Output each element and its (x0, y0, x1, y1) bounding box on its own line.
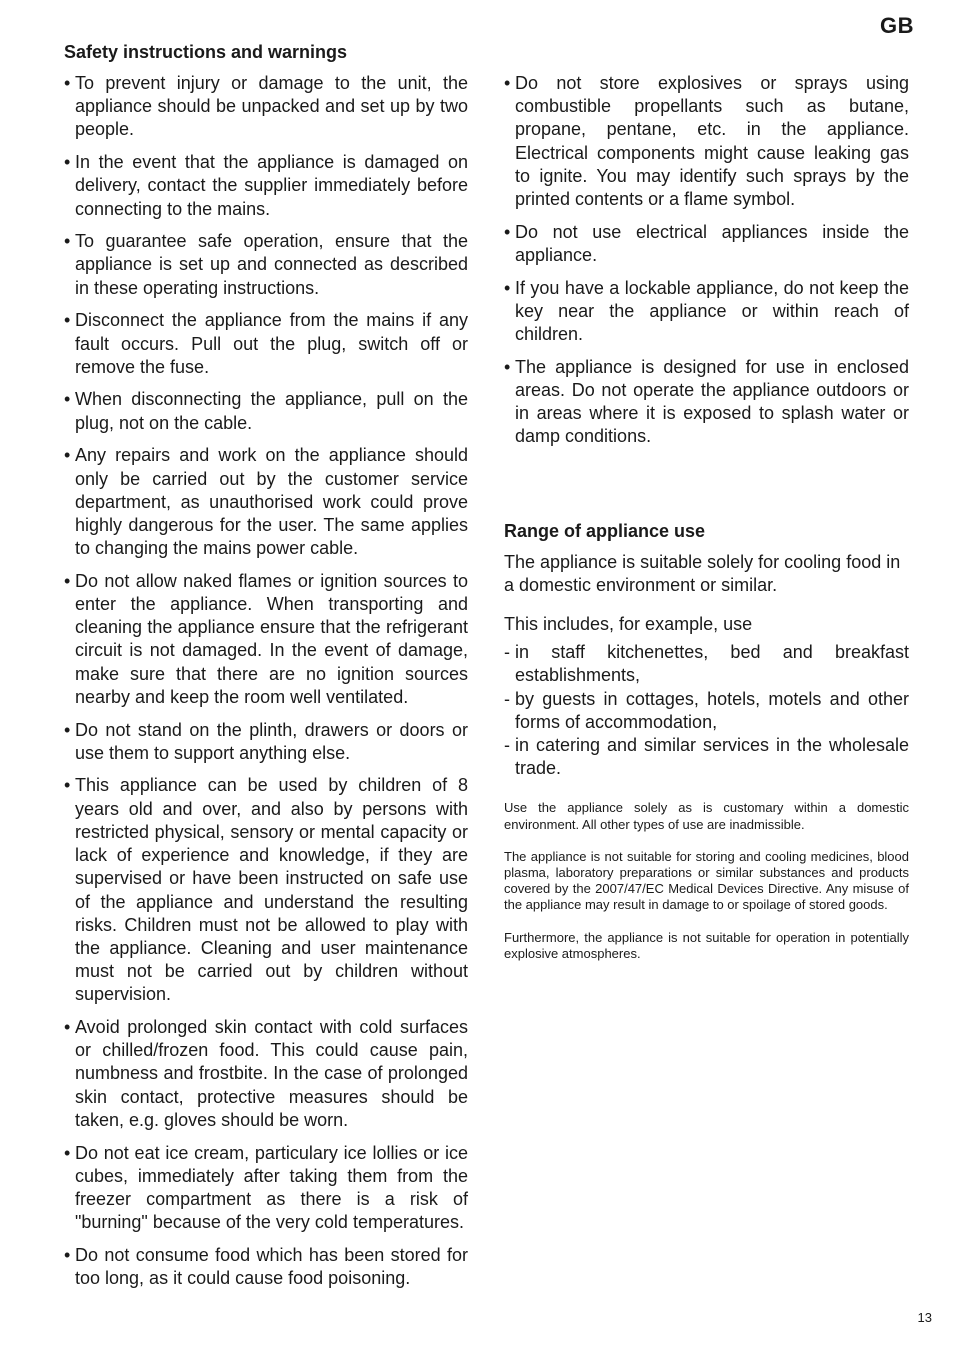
left-column (64, 40, 468, 1300)
bullet-item: • To prevent injury or damage to the unit, the appliance should be unpacked and set up by two people. (64, 72, 468, 142)
bullet-item: • The appliance is designed for use in enclosed areas. Do not operate the appliance outdoors or in areas where it is exposed to splash water or damp conditions. (504, 356, 909, 449)
section-heading-range: Range of appliance use (504, 520, 706, 541)
bullet-item: • Do not stand on the plinth, drawers or doors or use them to support anything else. (64, 719, 468, 765)
safety-bullet-list-continued (504, 72, 909, 449)
safety-bullet-list (64, 72, 468, 1290)
bullet-item: • Do not eat ice cream, particulary ice lollies or ice cubes, immediately after taking them from the freezer compartment as there is a risk of "burning" because of the very cold temperatures. (64, 1142, 468, 1235)
bullet-item: • Disconnect the appliance from the mains if any fault occurs. Pull out the plug, switch off or remove the fuse. (64, 309, 468, 379)
bullet-item: • Do not store explosives or sprays using combustible propellants such as butane, propane, pentane, etc. in the appliance. Electrical components might cause leaking gas to ignite. You may identify such sprays by the printed contents or a flame symbol. (504, 72, 909, 211)
bullet-item: • This appliance can be used by children of 8 years old and over, and also by persons with restricted physical, sensory or mental capacity or lack of experience and knowledge, if they are supervised or have been instructed on safe use of the appliance and understand the resulting risks. Children must not be allowed to play with the appliance. Cleaning and user maintenance must not be carried out by children without supervision. (64, 774, 468, 1006)
use-case-item: - by guests in cottages, hotels, motels and other forms of accommodation, (504, 688, 909, 734)
language-label: GB (880, 13, 914, 38)
page-number: 13 (917, 1310, 932, 1325)
range-of-use-section (504, 519, 909, 962)
right-column (504, 40, 909, 962)
use-case-item: - in catering and similar services in the wholesale trade. (504, 734, 909, 780)
range-paragraph: The appliance is suitable solely for cooling food in a domestic environment or similar. (504, 551, 901, 595)
range-intro: This includes, for example, use (504, 613, 753, 634)
usage-note: Furthermore, the appliance is not suitable for operation in potentially explosive atmospheres. (504, 929, 909, 961)
bullet-item: • Any repairs and work on the appliance should only be carried out by the customer service department, as unauthorised work could prove highly dangerous for the user. The same applies to changing the mains power cable. (64, 444, 468, 560)
bullet-item: • When disconnecting the appliance, pull on the plug, not on the cable. (64, 388, 468, 434)
bullet-item: • Avoid prolonged skin contact with cold surfaces or chilled/frozen food. This could cause pain, numbness and frostbite. In the case of prolonged skin contact, protective measures should be taken, e.g. gloves should be worn. (64, 1016, 468, 1132)
bullet-item: • To guarantee safe operation, ensure that the appliance is set up and connected as described in these operating instructions. (64, 230, 468, 300)
bullet-item: • Do not use electrical appliances inside the appliance. (504, 221, 909, 267)
use-case-list (504, 641, 909, 780)
use-case-item: - in staff kitchenettes, bed and breakfast establishments, (504, 641, 909, 687)
bullet-item: • Do not allow naked flames or ignition sources to enter the appliance. When transporting and cleaning the appliance ensure that the refrigerant circuit is not damaged. In the event of damage, make sure that there are no ignition sources nearby and keep the room well ventilated. (64, 570, 468, 709)
bullet-item: • Do not consume food which has been stored for too long, as it could cause food poisoning. (64, 1244, 468, 1290)
bullet-item: • If you have a lockable appliance, do not keep the key near the appliance or within reach of children. (504, 277, 909, 347)
usage-note: The appliance is not suitable for storing and cooling medicines, blood plasma, laboratory preparations or similar substances and products covered by the 2007/47/EC Medical Devices Directive. Any misuse of the appliance may result in damage to or spoilage of stored goods. (504, 848, 909, 913)
section-heading-safety: Safety instructions and warnings (64, 42, 348, 62)
usage-note: Use the appliance solely as is customary within a domestic environment. All other types of use are inadmissible. (504, 800, 909, 832)
bullet-item: • In the event that the appliance is damaged on delivery, contact the supplier immediately before connecting to the mains. (64, 151, 468, 221)
